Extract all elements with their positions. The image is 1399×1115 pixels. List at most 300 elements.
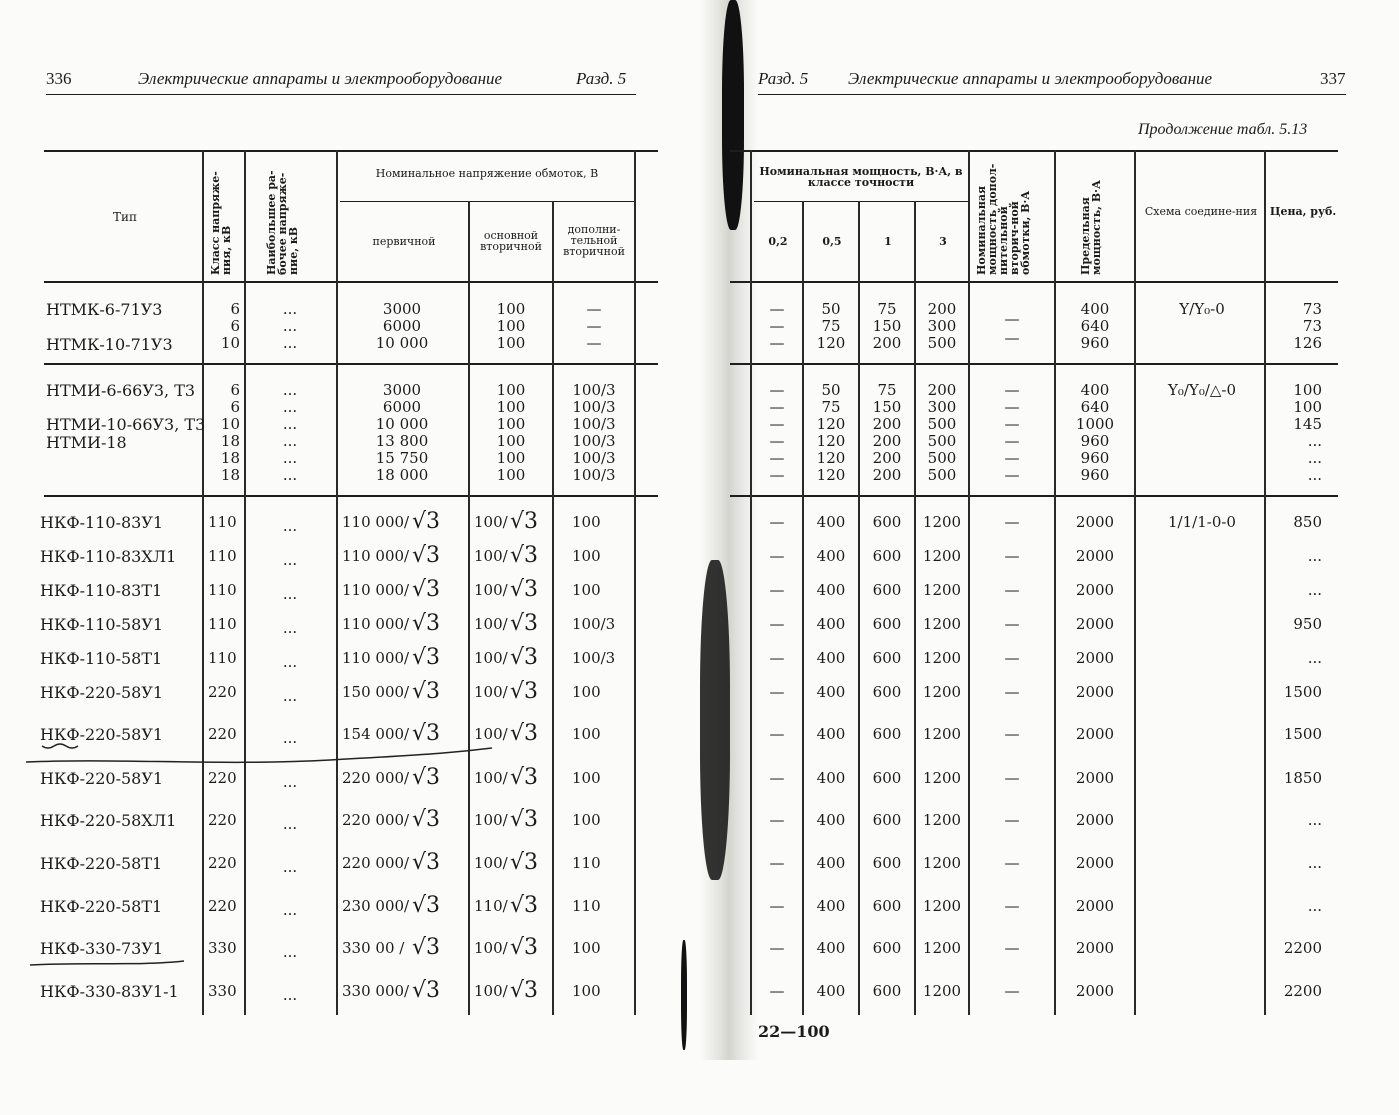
g3-primary-10: 230 000/ <box>342 897 410 915</box>
g3-type-2: НКФ-110-83Т1 <box>40 581 163 600</box>
g3-plimit-1: 2000 <box>1075 547 1115 565</box>
g3-additional-3: 100/3 <box>572 615 616 633</box>
g3-padd-1: — <box>1004 547 1020 565</box>
group2-secondary-2: 100 <box>496 415 526 433</box>
header-accuracy-0-2: 0,2 <box>768 235 788 248</box>
g3-type-5: НКФ-220-58У1 <box>40 683 164 702</box>
g3-primary-2: 110 000/ <box>342 581 410 599</box>
g3-primary-sqrt-1: √3 <box>412 543 441 568</box>
g3-vclass-10: 220 <box>208 897 237 915</box>
group1-vmax-2: ... <box>282 334 298 352</box>
g3-price-1: ... <box>1307 547 1322 565</box>
g3-p3-9: 1200 <box>922 854 962 872</box>
group1-additional-2: — <box>586 334 602 352</box>
group1-p1-0: 75 <box>877 300 897 318</box>
group2-additional-0: 100/3 <box>572 381 616 399</box>
group2-secondary-0: 100 <box>496 381 526 399</box>
group2-padd-3: — <box>1004 432 1020 450</box>
group2-padd-4: — <box>1004 449 1020 467</box>
group2-padd-5: — <box>1004 466 1020 484</box>
header-nominal-power: Номинальная мощность, В·А, в классе точности <box>759 165 963 189</box>
g3-p3-10: 1200 <box>922 897 962 915</box>
type-ntmi-18: НТМИ-18 <box>46 433 127 452</box>
header-main-secondary: основной вторичной <box>480 229 542 253</box>
g3-p02-8: — <box>769 811 785 829</box>
g3-p05-7: 400 <box>816 769 846 787</box>
group2-additional-5: 100/3 <box>572 466 616 484</box>
g3-p3-8: 1200 <box>922 811 962 829</box>
g3-plimit-8: 2000 <box>1075 811 1115 829</box>
g3-vmax-12: ... <box>282 986 298 1004</box>
g3-p02-5: — <box>769 683 785 701</box>
g3-p05-11: 400 <box>816 939 846 957</box>
g3-p3-11: 1200 <box>922 939 962 957</box>
group2-p05-1: 75 <box>821 398 841 416</box>
underline-mark-1 <box>26 748 492 762</box>
scheme-group1: Y/Y₀-0 <box>1179 300 1225 318</box>
group2-primary-0: 3000 <box>382 381 422 399</box>
g3-vmax-6: ... <box>282 729 298 747</box>
group2-vclass-2: 10 <box>220 415 240 433</box>
g3-additional-9: 110 <box>572 854 601 872</box>
g3-secondary-3: 100/ <box>474 615 508 633</box>
group2-primary-3: 13 800 <box>375 432 429 450</box>
g3-primary-5: 150 000/ <box>342 683 410 701</box>
g3-p05-8: 400 <box>816 811 846 829</box>
type-ntmk-6: НТМК-6-71У3 <box>46 300 163 319</box>
g3-p02-11: — <box>769 939 785 957</box>
g3-padd-10: — <box>1004 897 1020 915</box>
group2-p05-5: 120 <box>816 466 846 484</box>
g3-p1-8: 600 <box>872 811 902 829</box>
g3-additional-7: 100 <box>572 769 601 787</box>
g3-p05-4: 400 <box>816 649 846 667</box>
g3-padd-2: — <box>1004 581 1020 599</box>
g3-p1-12: 600 <box>872 982 902 1000</box>
g3-price-11: 2200 <box>1283 939 1322 957</box>
group1-primary-1: 6000 <box>382 317 422 335</box>
g3-primary-4: 110 000/ <box>342 649 410 667</box>
scheme-group2: Y₀/Y₀/△-0 <box>1167 381 1237 399</box>
g3-primary-9: 220 000/ <box>342 854 410 872</box>
g3-price-2: ... <box>1307 581 1322 599</box>
g3-primary-sqrt-8: √3 <box>412 807 441 832</box>
g3-secondary-sqrt-0: √3 <box>510 509 539 534</box>
g3-type-12: НКФ-330-83У1-1 <box>40 982 179 1001</box>
g3-p1-6: 600 <box>872 725 902 743</box>
g3-secondary-sqrt-7: √3 <box>510 765 539 790</box>
g3-vclass-4: 110 <box>208 649 237 667</box>
group2-price-5: ... <box>1307 466 1322 484</box>
g3-type-3: НКФ-110-58У1 <box>40 615 164 634</box>
g3-p3-12: 1200 <box>922 982 962 1000</box>
g3-p05-0: 400 <box>816 513 846 531</box>
g3-plimit-6: 2000 <box>1075 725 1115 743</box>
right-header-rule <box>758 94 1346 95</box>
g3-vmax-5: ... <box>282 687 298 705</box>
group1-p3-1: 300 <box>927 317 957 335</box>
right-group-rule-2 <box>730 495 1338 497</box>
g3-type-1: НКФ-110-83ХЛ1 <box>40 547 177 566</box>
g3-padd-5: — <box>1004 683 1020 701</box>
g3-p1-3: 600 <box>872 615 902 633</box>
g3-p05-9: 400 <box>816 854 846 872</box>
g3-price-9: ... <box>1307 854 1322 872</box>
g3-primary-sqrt-2: √3 <box>412 577 441 602</box>
g3-additional-12: 100 <box>572 982 601 1000</box>
g3-type-11: НКФ-330-73У1 <box>40 939 164 958</box>
right-running-title: Электрические аппараты и электрооборудование <box>848 69 1213 88</box>
g3-vmax-7: ... <box>282 773 298 791</box>
g3-plimit-7: 2000 <box>1075 769 1115 787</box>
g3-secondary-sqrt-4: √3 <box>510 645 539 670</box>
group1-p05-2: 120 <box>816 334 846 352</box>
group1-vclass-0: 6 <box>230 300 240 318</box>
g3-p02-0: — <box>769 513 785 531</box>
group2-primary-2: 10 000 <box>375 415 429 433</box>
g3-padd-7: — <box>1004 769 1020 787</box>
g3-price-5: 1500 <box>1283 683 1322 701</box>
g3-secondary-5: 100/ <box>474 683 508 701</box>
group2-additional-1: 100/3 <box>572 398 616 416</box>
g3-vmax-10: ... <box>282 901 298 919</box>
header-primary: первичной <box>372 235 436 248</box>
group2-plimit-0: 400 <box>1080 381 1110 399</box>
g3-p3-0: 1200 <box>922 513 962 531</box>
group1-additional-0: — <box>586 300 602 318</box>
g3-vclass-2: 110 <box>208 581 237 599</box>
g3-p05-10: 400 <box>816 897 846 915</box>
group2-price-3: ... <box>1307 432 1322 450</box>
g3-primary-sqrt-12: √3 <box>412 978 441 1003</box>
group2-vmax-2: ... <box>282 415 298 433</box>
g3-p05-3: 400 <box>816 615 846 633</box>
header-limit-power: Предельная мощность, В·А <box>1079 180 1103 275</box>
g3-padd-9: — <box>1004 854 1020 872</box>
g3-vclass-1: 110 <box>208 547 237 565</box>
left-page-number: 336 <box>46 69 72 88</box>
g3-p02-10: — <box>769 897 785 915</box>
left-section-label: Разд. 5 <box>576 69 627 88</box>
underline-mark-2 <box>42 744 78 748</box>
header-accuracy-1: 1 <box>884 235 892 248</box>
g3-price-0: 850 <box>1293 513 1322 531</box>
g3-p3-5: 1200 <box>922 683 962 701</box>
header-voltage-class: Класс напряже-ния, кВ <box>209 171 233 275</box>
group2-vclass-5: 18 <box>220 466 240 484</box>
group2-p1-0: 75 <box>877 381 897 399</box>
group1-primary-2: 10 000 <box>375 334 429 352</box>
g3-p1-10: 600 <box>872 897 902 915</box>
g3-primary-6: 154 000/ <box>342 725 410 743</box>
header-additional-secondary: дополни-тельной вторичной <box>563 223 625 258</box>
g3-secondary-6: 100/ <box>474 725 508 743</box>
group2-additional-4: 100/3 <box>572 449 616 467</box>
group2-primary-1: 6000 <box>382 398 422 416</box>
g3-primary-sqrt-4: √3 <box>412 645 441 670</box>
right-header-bottom-rule <box>730 281 1338 283</box>
g3-p1-5: 600 <box>872 683 902 701</box>
group2-price-1: 100 <box>1293 398 1322 416</box>
group2-primary-4: 15 750 <box>375 449 429 467</box>
group1-plimit-2: 960 <box>1080 334 1110 352</box>
g3-p05-6: 400 <box>816 725 846 743</box>
group2-additional-3: 100/3 <box>572 432 616 450</box>
g3-secondary-1: 100/ <box>474 547 508 565</box>
g3-p1-7: 600 <box>872 769 902 787</box>
g3-secondary-sqrt-3: √3 <box>510 611 539 636</box>
group2-p3-5: 500 <box>927 466 957 484</box>
g3-primary-3: 110 000/ <box>342 615 410 633</box>
g3-price-8: ... <box>1307 811 1322 829</box>
g3-vclass-11: 330 <box>208 939 237 957</box>
group2-p1-3: 200 <box>872 432 902 450</box>
group2-padd-2: — <box>1004 415 1020 433</box>
group2-secondary-3: 100 <box>496 432 526 450</box>
group1-p05-1: 75 <box>821 317 841 335</box>
group2-vclass-1: 6 <box>230 398 240 416</box>
group1-additional-1: — <box>586 317 602 335</box>
g3-price-12: 2200 <box>1283 982 1322 1000</box>
group1-secondary-0: 100 <box>496 300 526 318</box>
group1-p3-0: 200 <box>927 300 957 318</box>
g3-plimit-2: 2000 <box>1075 581 1115 599</box>
group2-p02-1: — <box>769 398 785 416</box>
type-ntmi-6: НТМИ-6-66У3, Т3 <box>46 381 196 400</box>
g3-additional-11: 100 <box>572 939 601 957</box>
g3-vclass-8: 220 <box>208 811 237 829</box>
g3-p1-9: 600 <box>872 854 902 872</box>
g3-secondary-sqrt-10: √3 <box>510 893 539 918</box>
g3-p02-12: — <box>769 982 785 1000</box>
g3-type-6: НКФ-220-58У1 <box>40 725 164 744</box>
g3-p02-2: — <box>769 581 785 599</box>
right-col-divider-2 <box>858 201 860 1015</box>
group2-p02-2: — <box>769 415 785 433</box>
group1-vmax-1: ... <box>282 317 298 335</box>
g3-primary-12: 330 000/ <box>342 982 410 1000</box>
g3-padd-0: — <box>1004 513 1020 531</box>
group2-p05-2: 120 <box>816 415 846 433</box>
group1-price-0: 73 <box>1302 300 1322 318</box>
group1-p02-1: — <box>769 317 785 335</box>
group2-p1-2: 200 <box>872 415 902 433</box>
g3-secondary-10: 110/ <box>474 897 508 915</box>
group1-plimit-0: 400 <box>1080 300 1110 318</box>
g3-p05-12: 400 <box>816 982 846 1000</box>
g3-p05-5: 400 <box>816 683 846 701</box>
right-col-divider-5 <box>1054 150 1056 1015</box>
g3-p3-3: 1200 <box>922 615 962 633</box>
right-section-label: Разд. 5 <box>758 69 809 88</box>
g3-primary-sqrt-7: √3 <box>412 765 441 790</box>
g3-p3-7: 1200 <box>922 769 962 787</box>
g3-vmax-0: ... <box>282 517 298 535</box>
group1-vclass-2: 10 <box>220 334 240 352</box>
g3-additional-6: 100 <box>572 725 601 743</box>
group2-p1-4: 200 <box>872 449 902 467</box>
g3-price-7: 1850 <box>1283 769 1322 787</box>
g3-p3-2: 1200 <box>922 581 962 599</box>
g3-p02-1: — <box>769 547 785 565</box>
g3-secondary-12: 100/ <box>474 982 508 1000</box>
group2-p02-0: — <box>769 381 785 399</box>
g3-padd-6: — <box>1004 725 1020 743</box>
group2-vclass-4: 18 <box>220 449 240 467</box>
g3-p02-9: — <box>769 854 785 872</box>
g3-plimit-10: 2000 <box>1075 897 1115 915</box>
header-nominal-voltage: Номинальное напряжение обмоток, В <box>375 167 599 180</box>
right-col-divider-6 <box>1134 150 1136 1015</box>
group1-p05-0: 50 <box>821 300 841 318</box>
group1-p1-1: 150 <box>872 317 902 335</box>
right-group-rule-1 <box>730 363 1338 365</box>
group2-p3-1: 300 <box>927 398 957 416</box>
group2-vmax-3: ... <box>282 432 298 450</box>
g3-vclass-3: 110 <box>208 615 237 633</box>
group2-vmax-5: ... <box>282 466 298 484</box>
g3-p1-4: 600 <box>872 649 902 667</box>
group2-plimit-4: 960 <box>1080 449 1110 467</box>
g3-vclass-6: 220 <box>208 725 237 743</box>
left-running-title: Электрические аппараты и электрооборудование <box>138 69 503 88</box>
header-additional-power: Номинальная мощность допол-нительной вторич-ной обмотки, В·А <box>975 163 1032 275</box>
group1-vclass-1: 6 <box>230 317 240 335</box>
group2-vmax-4: ... <box>282 449 298 467</box>
g3-vclass-9: 220 <box>208 854 237 872</box>
group1-p02-2: — <box>769 334 785 352</box>
g3-secondary-4: 100/ <box>474 649 508 667</box>
group2-p02-4: — <box>769 449 785 467</box>
g3-p05-2: 400 <box>816 581 846 599</box>
g3-primary-sqrt-0: √3 <box>412 509 441 534</box>
g3-plimit-12: 2000 <box>1075 982 1115 1000</box>
g3-p02-6: — <box>769 725 785 743</box>
g3-secondary-sqrt-11: √3 <box>510 935 539 960</box>
g3-type-10: НКФ-220-58Т1 <box>40 897 163 916</box>
group1-price-1: 73 <box>1302 317 1322 335</box>
group2-plimit-3: 960 <box>1080 432 1110 450</box>
right-col-divider-0 <box>750 150 752 1015</box>
g3-secondary-sqrt-8: √3 <box>510 807 539 832</box>
right-col-divider-4 <box>968 150 970 1015</box>
g3-vmax-11: ... <box>282 943 298 961</box>
g3-additional-2: 100 <box>572 581 601 599</box>
right-page-number: 337 <box>1320 69 1346 88</box>
g3-padd-4: — <box>1004 649 1020 667</box>
group2-price-2: 145 <box>1293 415 1322 433</box>
g3-primary-8: 220 000/ <box>342 811 410 829</box>
g3-plimit-5: 2000 <box>1075 683 1115 701</box>
g3-plimit-9: 2000 <box>1075 854 1115 872</box>
g3-primary-1: 110 000/ <box>342 547 410 565</box>
g3-secondary-sqrt-5: √3 <box>510 679 539 704</box>
g3-secondary-7: 100/ <box>474 769 508 787</box>
g3-padd-8: — <box>1004 811 1020 829</box>
g3-primary-sqrt-10: √3 <box>412 893 441 918</box>
g3-plimit-11: 2000 <box>1075 939 1115 957</box>
g3-additional-8: 100 <box>572 811 601 829</box>
g3-secondary-sqrt-2: √3 <box>510 577 539 602</box>
header-accuracy-3: 3 <box>939 235 947 248</box>
group2-secondary-4: 100 <box>496 449 526 467</box>
g3-plimit-3: 2000 <box>1075 615 1115 633</box>
g3-type-0: НКФ-110-83У1 <box>40 513 164 532</box>
scheme-group3: 1/1/1-0-0 <box>1168 513 1236 531</box>
g3-type-8: НКФ-220-58ХЛ1 <box>40 811 177 830</box>
group1-p02-0: — <box>769 300 785 318</box>
right-col-divider-1 <box>802 201 804 1015</box>
type-ntmk-10: НТМК-10-71У3 <box>46 335 173 354</box>
g3-primary-7: 220 000/ <box>342 769 410 787</box>
header-accuracy-0-5: 0,5 <box>822 235 842 248</box>
right-col-divider-3 <box>914 201 916 1015</box>
type-ntmi-10: НТМИ-10-66У3, Т3 <box>46 415 206 434</box>
group1-p3-2: 500 <box>927 334 957 352</box>
right-subheader-rule <box>754 201 968 202</box>
g3-primary-11: 330 00 / <box>342 939 405 957</box>
group2-p02-3: — <box>769 432 785 450</box>
g3-padd-12: — <box>1004 982 1020 1000</box>
g3-p1-2: 600 <box>872 581 902 599</box>
g3-vclass-0: 110 <box>208 513 237 531</box>
g3-p1-11: 600 <box>872 939 902 957</box>
g3-secondary-11: 100/ <box>474 939 508 957</box>
group1-secondary-1: 100 <box>496 317 526 335</box>
group1-p1-2: 200 <box>872 334 902 352</box>
group2-p02-5: — <box>769 466 785 484</box>
g3-price-6: 1500 <box>1283 725 1322 743</box>
group2-secondary-5: 100 <box>496 466 526 484</box>
g3-secondary-sqrt-12: √3 <box>510 978 539 1003</box>
group1-padd-0: — <box>1004 310 1020 328</box>
header-type: Тип <box>113 210 137 224</box>
group1-secondary-2: 100 <box>496 334 526 352</box>
g3-p1-1: 600 <box>872 547 902 565</box>
table-continuation-label: Продолжение табл. 5.13 <box>1138 121 1308 138</box>
group1-primary-0: 3000 <box>382 300 422 318</box>
g3-vmax-2: ... <box>282 585 298 603</box>
g3-additional-5: 100 <box>572 683 601 701</box>
g3-type-9: НКФ-220-58Т1 <box>40 854 163 873</box>
header-max-working-voltage: Наибольшее ра-бочее напряже-ние, кВ <box>265 170 300 275</box>
g3-price-3: 950 <box>1293 615 1322 633</box>
g3-primary-sqrt-9: √3 <box>412 850 441 875</box>
group1-price-2: 126 <box>1293 334 1322 352</box>
g3-vclass-12: 330 <box>208 982 237 1000</box>
g3-vclass-7: 220 <box>208 769 237 787</box>
g3-additional-0: 100 <box>572 513 601 531</box>
group2-padd-0: — <box>1004 381 1020 399</box>
group2-secondary-1: 100 <box>496 398 526 416</box>
group2-vclass-0: 6 <box>230 381 240 399</box>
g3-additional-4: 100/3 <box>572 649 616 667</box>
group2-p3-0: 200 <box>927 381 957 399</box>
g3-p05-1: 400 <box>816 547 846 565</box>
group2-padd-1: — <box>1004 398 1020 416</box>
g3-secondary-sqrt-9: √3 <box>510 850 539 875</box>
g3-p3-1: 1200 <box>922 547 962 565</box>
group2-vclass-3: 18 <box>220 432 240 450</box>
group2-p1-5: 200 <box>872 466 902 484</box>
header-price: Цена, руб. <box>1269 205 1337 218</box>
group2-plimit-1: 640 <box>1080 398 1110 416</box>
g3-price-4: ... <box>1307 649 1322 667</box>
group1-plimit-1: 640 <box>1080 317 1110 335</box>
ink-smudge-top <box>722 0 744 230</box>
g3-vmax-3: ... <box>282 619 298 637</box>
g3-secondary-sqrt-6: √3 <box>510 721 539 746</box>
